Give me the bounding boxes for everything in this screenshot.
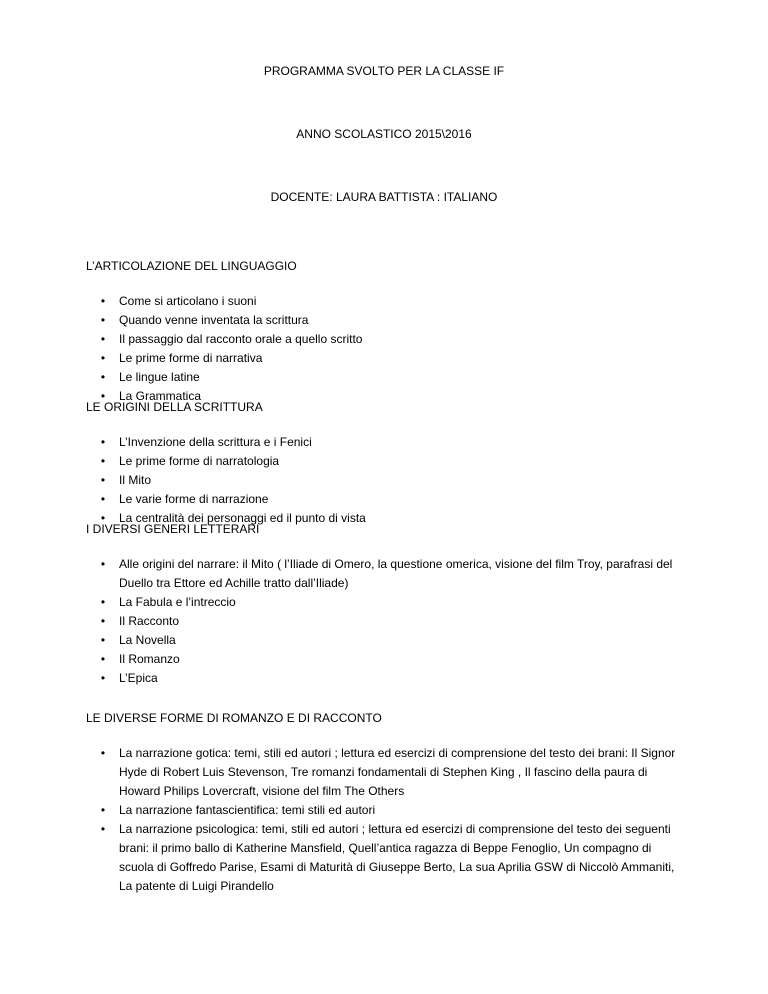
list-item [86,650,686,669]
bullet-icon: • [100,557,106,571]
bullet-list [86,555,686,688]
list-item-text: La Fabula e l’intreccio [119,595,236,609]
list-item [86,292,686,311]
section-origini-scrittura [86,398,686,528]
bullet-icon: • [100,332,106,346]
bullet-icon: • [100,294,106,308]
list-item [86,433,686,452]
list-item [86,330,686,349]
school-year: ANNO SCOLASTICO 2015\2016 [296,127,472,141]
section-heading: LE DIVERSE FORME DI ROMANZO E DI RACCONTO [86,711,382,725]
list-item-text: Le prime forme di narrativa [119,351,263,365]
section-articolazione [86,257,686,406]
list-item [86,631,686,650]
list-item [86,349,686,368]
bullet-list [86,744,686,896]
list-item-text: La centralità dei personaggi ed il punto di vista [119,511,366,525]
bullet-icon: • [100,614,106,628]
teacher-line: DOCENTE: LAURA BATTISTA : ITALIANO [270,190,498,204]
bullet-icon: • [100,511,106,525]
bullet-icon: • [100,803,106,817]
bullet-icon: • [100,473,106,487]
list-item [86,452,686,471]
list-item [86,311,686,330]
list-item-text: Alle origini del narrare: il Mito ( l’Iliade di Omero, la questione omerica, visione del film Troy, parafrasi del Duello tra Ettore ed Achille tratto dall’Iliade) [119,557,673,590]
list-item [86,555,686,593]
list-item-text: La narrazione gotica: temi, stili ed autori ; lettura ed esercizi di comprensione del testo dei brani: Il Signor Hyde di Robert Luis Stevenson, Tre romanzi fondamentali di Stephen King , Il fascino della paura di Howard Philips Lovercraft, visione del film The Others [119,746,676,798]
bullet-icon: • [100,454,106,468]
bullet-icon: • [100,370,106,384]
bullet-icon: • [100,595,106,609]
bullet-icon: • [100,671,106,685]
list-item-text: L’Epica [119,671,158,685]
list-item-text: Le prime forme di narratologia [119,454,280,468]
list-item [86,801,686,820]
list-item [86,744,686,801]
bullet-list [86,292,686,406]
list-item-text: La Novella [119,633,176,647]
bullet-icon: • [100,492,106,506]
section-heading: I DIVERSI GENERI LETTERARI [86,522,260,536]
bullet-icon: • [100,435,106,449]
list-item [86,490,686,509]
list-item [86,612,686,631]
list-item-text: Le lingue latine [119,370,200,384]
list-item-text: Il Racconto [119,614,180,628]
document-title: PROGRAMMA SVOLTO PER LA CLASSE IF [263,64,505,78]
list-item-text: L’Invenzione della scrittura e i Fenici [119,435,312,449]
bullet-icon: • [100,313,106,327]
bullet-icon: • [100,822,106,836]
section-heading: L’ARTICOLAZIONE DEL LINGUAGGIO [86,259,297,273]
list-item-text: La narrazione psicologica: temi, stili ed autori ; lettura ed esercizi di comprensione del testo dei seguenti brani: il primo ballo di Katherine Mansfield, Quell’antica ragazza di Beppe Fenoglio, Un compagno di scuola di Goffredo Parise, Esami di Maturità di Giuseppe Berto, La sua Aprilia GSW di Niccolò Ammaniti, La patente di Luigi Pirandello [119,822,675,893]
section-forme-romanzo [86,709,686,896]
bullet-icon: • [100,746,106,760]
list-item-text: La Grammatica [119,389,202,403]
list-item [86,669,686,688]
list-item-text: Il Romanzo [119,652,180,666]
list-item [86,593,686,612]
bullet-icon: • [100,633,106,647]
list-item-text: Il Mito [119,473,152,487]
bullet-icon: • [100,389,106,403]
list-item [86,820,686,896]
bullet-icon: • [100,652,106,666]
section-heading: LE ORIGINI DELLA SCRITTURA [86,400,263,414]
list-item-text: Le varie forme di narrazione [119,492,269,506]
bullet-icon: • [100,351,106,365]
bullet-list [86,433,686,528]
section-generi-letterari [86,520,686,688]
list-item [86,368,686,387]
list-item-text: Quando venne inventata la scrittura [119,313,309,327]
list-item-text: Il passaggio dal racconto orale a quello scritto [119,332,363,346]
list-item-text: La narrazione fantascientifica: temi stili ed autori [119,803,376,817]
list-item [86,471,686,490]
list-item-text: Come si articolano i suoni [119,294,257,308]
